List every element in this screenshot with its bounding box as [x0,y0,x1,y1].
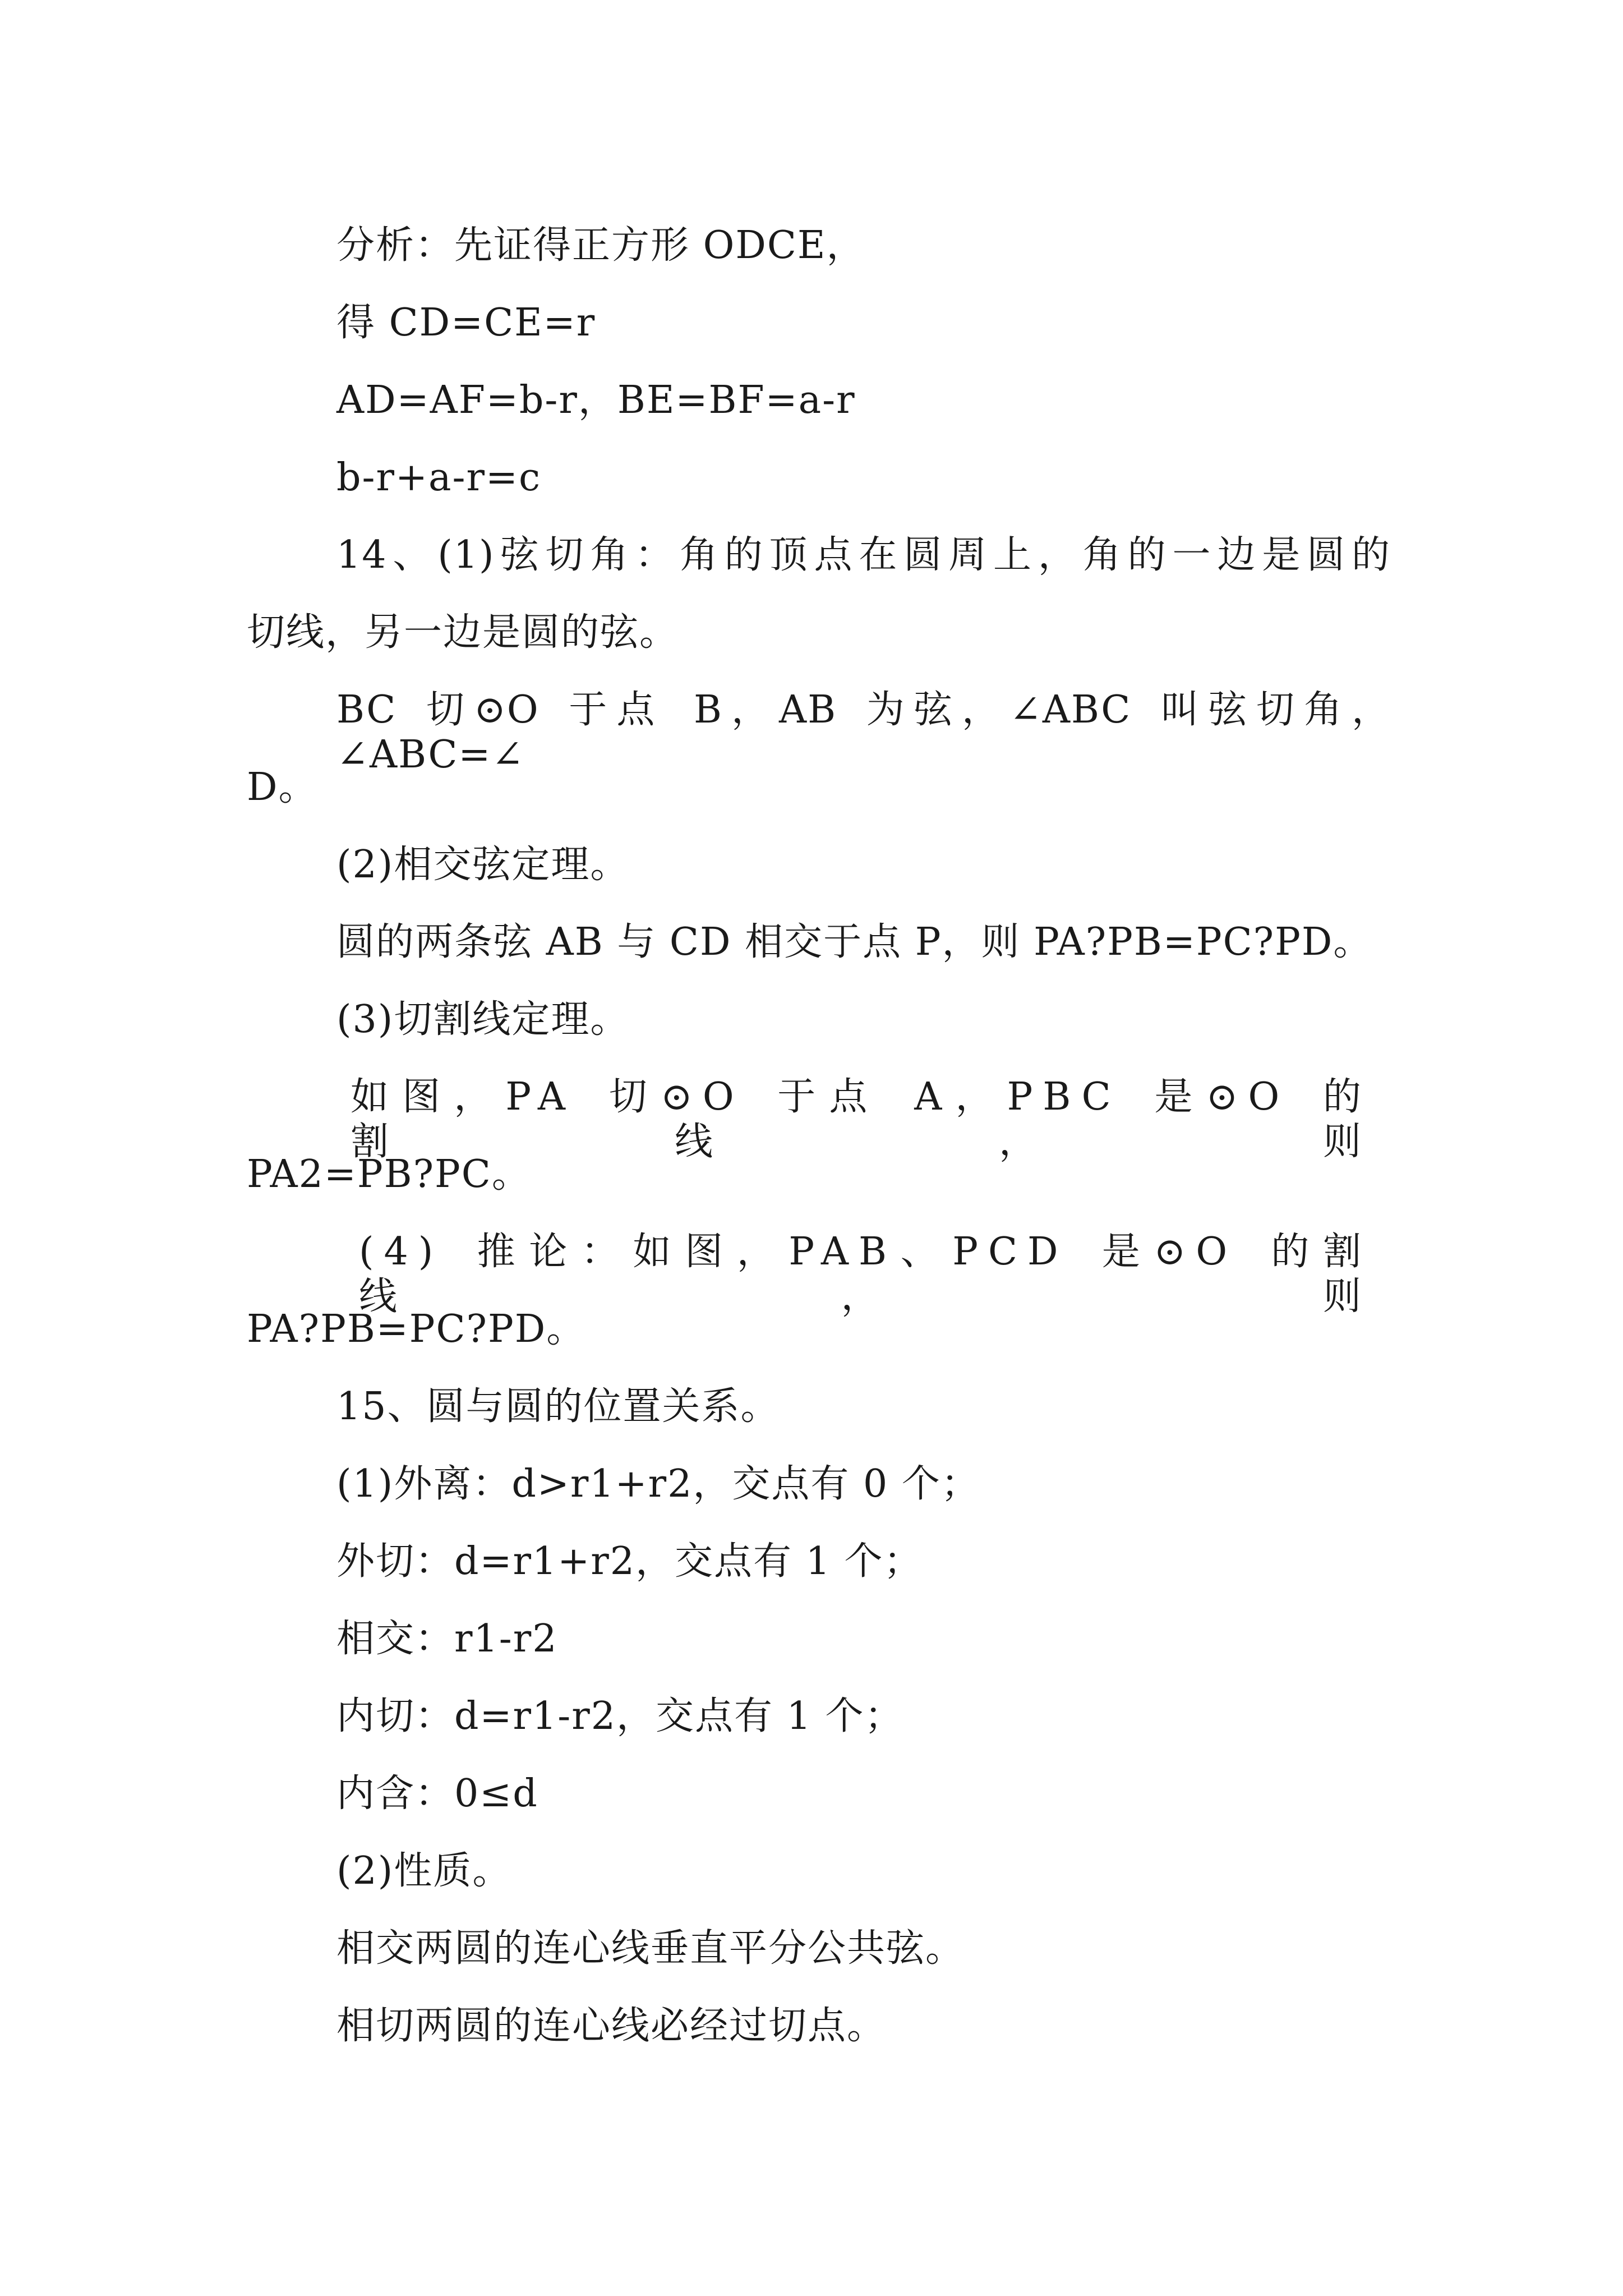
text-line: 切线，另一边是圆的弦。 [247,610,679,655]
text-line: 内切：d=r1-r2，交点有 1 个； [336,1694,904,1738]
text-line: 相交两圆的连心线垂直平分公共弦。 [336,1926,965,1971]
text-line: 内含：0≤d [336,1772,538,1816]
text-line: (1)外离：d>r1+r2，交点有 0 个； [336,1462,980,1506]
text-line: PA?PB=PC?PD。 [247,1307,586,1351]
text-line: 外切：d=r1+r2，交点有 1 个； [336,1539,923,1584]
text-line: (2)相交弦定理。 [336,843,630,887]
text-line: (4) 推论：如图，PAB、PCD 是⊙O 的割线，则 [359,1230,1371,1319]
text-line: AD=AF=b-r，BE=BF=a-r [336,378,856,422]
text-line: (2)性质。 [336,1849,512,1893]
text-line: (3)切割线定理。 [336,997,630,1042]
text-line: 如图，PA 切⊙O 于点 A，PBC 是⊙O 的割线，则 [351,1075,1371,1164]
text-line: 15、圆与圆的位置关系。 [336,1384,780,1429]
text-line: D。 [247,765,318,809]
text-line: b-r+a-r=c [336,455,542,500]
text-line: 得 CD=CE=r [336,301,596,345]
text-line: 相切两圆的连心线必经过切点。 [336,2004,887,2048]
text-line: 相交：r1-r2 [336,1617,558,1661]
text-line: 分析：先证得正方形 ODCE， [336,223,866,268]
text-line: 圆的两条弦 AB 与 CD 相交于点 P，则 PA?PB=PC?PD。 [336,920,1373,964]
text-line: PA2=PB?PC。 [247,1152,531,1197]
text-line: 14、(1)弦切角：角的顶点在圆周上，角的一边是圆的 [336,533,1391,577]
text-line: BC 切⊙O 于点 B，AB 为弦，∠ABC 叫弦切角，∠ABC=∠ [336,688,1391,777]
